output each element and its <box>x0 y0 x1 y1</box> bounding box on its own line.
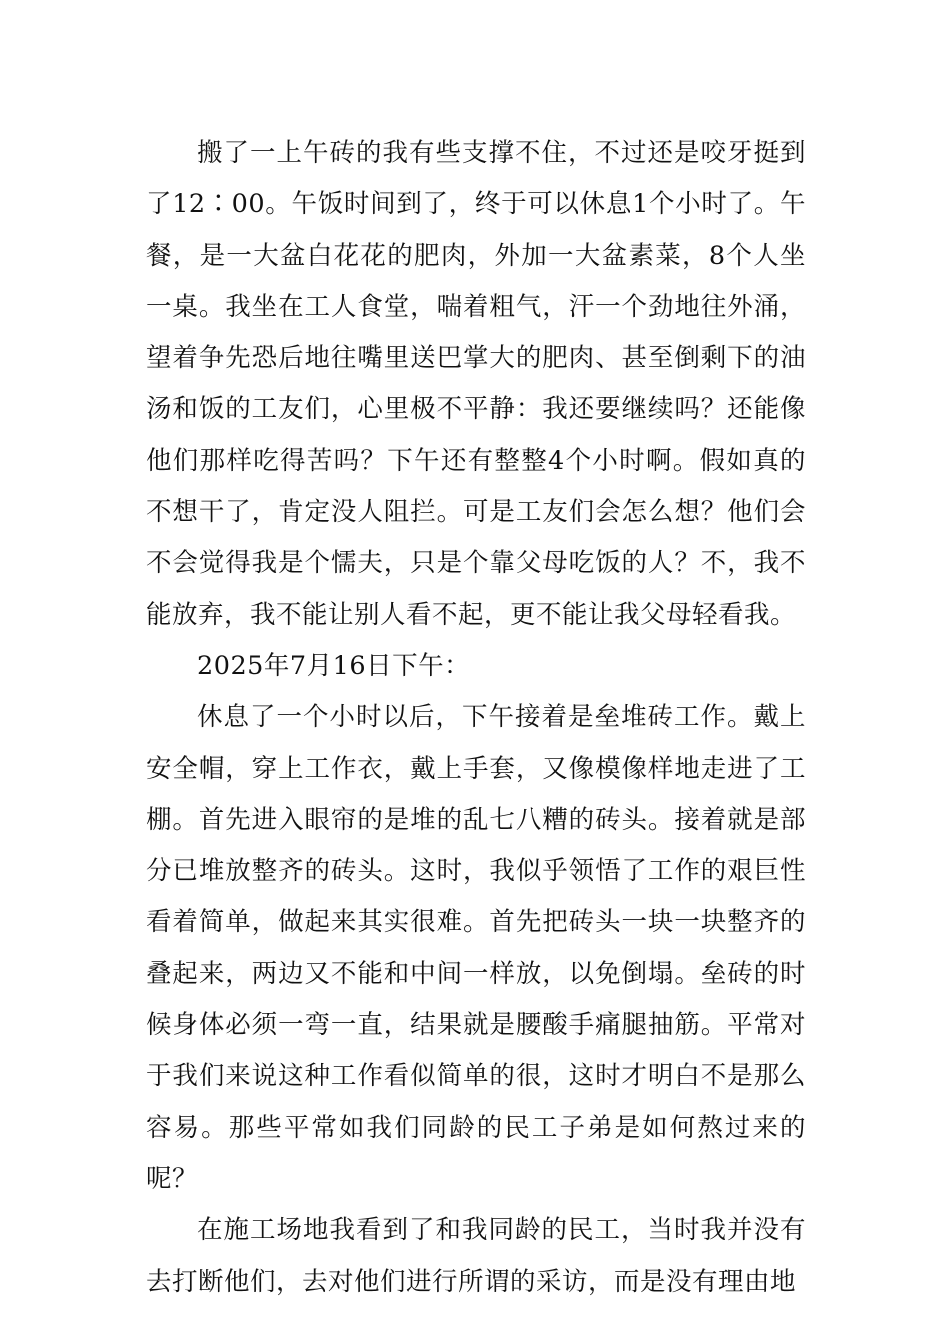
paragraph-lunch: 搬了一上午砖的我有些支撑不住，不过还是咬牙挺到了12∶00。午饭时间到了，终于可以休息1个小时了。午餐，是一大盆白花花的肥肉，外加一大盆素菜，8个人坐一桌。我坐在工人食堂，喘着粗气，汗一个劲地往外涌，望着争先恐后地往嘴里送巴掌大的肥肉、甚至倒剩下的油汤和饭的工友们，心里极不平静：我还要继续吗？还能像他们那样吃得苦吗？下午还有整整4个小时啊。假如真的不想干了，肯定没人阻拦。可是工友们会怎么想？他们会不会觉得我是个懦夫，只是个靠父母吃饭的人？不，我不能放弃，我不能让别人看不起，更不能让我父母轻看我。 <box>146 138 806 630</box>
paragraph-date-heading: 2025年7月16日下午： <box>197 650 471 681</box>
paragraph-workers: 在施工场地我看到了和我同龄的民工，当时我并没有去打断他们，去对他们进行所谓的采访，而是没有理由地 <box>146 1215 806 1297</box>
paragraph-afternoon-work: 休息了一个小时以后，下午接着是垒堆砖工作。戴上安全帽，穿上工作衣，戴上手套，又像模像样地走进了工棚。首先进入眼帘的是堆的乱七八糟的砖头。接着就是部分已堆放整齐的砖头。这时，我似乎领悟了工作的艰巨性看着简单，做起来其实很难。首先把砖头一块一块整齐的叠起来，两边又不能和中间一样放，以免倒塌。垒砖的时候身体必须一弯一直，结果就是腰酸手痛腿抽筋。平常对于我们来说这种工作看似简单的很，这时才明白不是那么容易。那些平常如我们同龄的民工子弟是如何熬过来的呢？ <box>146 702 806 1194</box>
body-text <box>146 128 806 1308</box>
